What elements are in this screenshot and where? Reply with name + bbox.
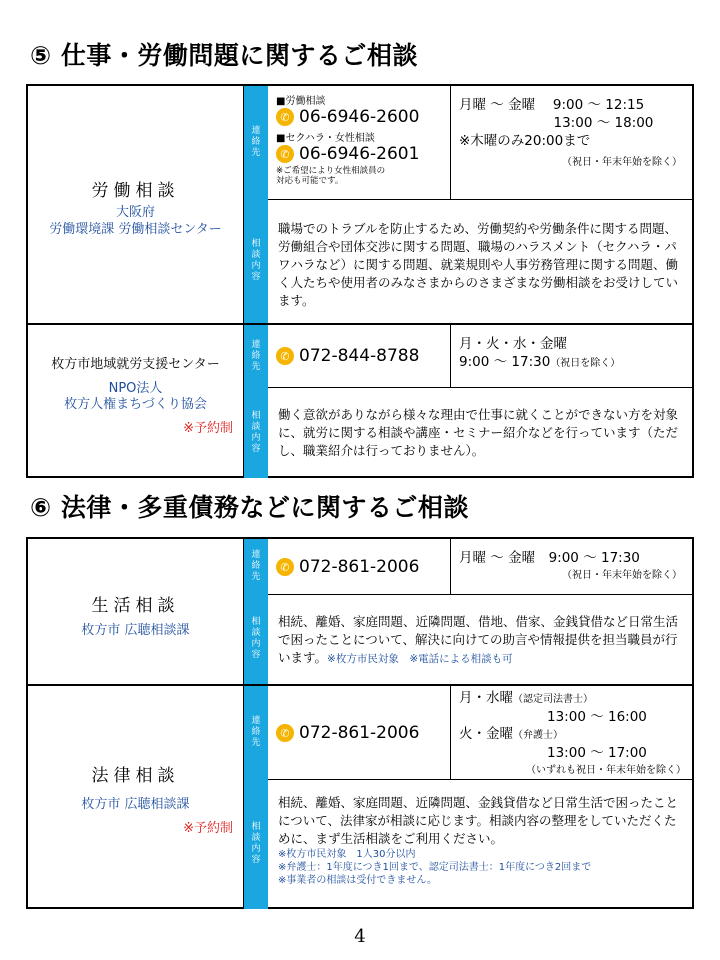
phone-cell [268, 86, 450, 199]
description-note: ※事業者の相談は受付できません。 [278, 875, 437, 886]
contact-tab: 連絡先 [244, 539, 268, 594]
consultation-name: 労働相談 [91, 181, 180, 201]
description: 働く意欲がありながら様々な理由で仕事に就くことができない方を対象に、就労に関する相談や講座・セミナー紹介などを行っています（ただし、職業紹介は行っておりません）。 [268, 387, 692, 478]
content-tab: 相談内容 [244, 594, 268, 684]
hours-cell [450, 539, 692, 594]
hours-day: 火・金曜 [459, 726, 513, 742]
phone-icon: ✆ [276, 724, 294, 742]
left-cell [28, 539, 244, 684]
description-note: ※枚方市民対象 1人30分以内 [278, 849, 416, 860]
phone-number[interactable]: ✆ 072-861-2006 [276, 557, 450, 577]
description-cell [268, 594, 692, 684]
section5-title: ⑤ 仕事・労働問題に関するご相談 [30, 41, 418, 70]
hours-day-note: （認定司法書士） [513, 694, 593, 705]
hours-cell [450, 86, 692, 199]
row-life-consultation [28, 539, 692, 684]
hours-time: 13:00 ～ 16:00 [547, 708, 647, 725]
hours-note: （祝日を除く） [550, 358, 621, 369]
left-cell [28, 86, 244, 323]
content-tab: 相談内容 [244, 779, 268, 909]
hours-note: （祝日・年末年始を除く） [562, 570, 682, 581]
hours-note: （祝日・年末年始を除く） [562, 157, 682, 168]
organization: NPO法人 枚方人権まちづくり協会 [64, 381, 207, 412]
row-employment-support [28, 323, 692, 478]
hours-cell [450, 686, 692, 779]
description: 相続、離婚、家庭問題、近隣問題、金銭貸借など日常生活で困ったことについて、法律家が相談に応じます。相談内容の整理をしていただくために、まず生活相談をご利用ください。 [278, 795, 679, 846]
phone-label: ■セクハラ・女性相談 [276, 133, 375, 144]
consultation-name: 生活相談 [91, 596, 180, 616]
description-note: ※枚方市民対象 ※電話による相談も可 [327, 653, 513, 665]
phone-icon: ✆ [276, 145, 294, 163]
hours: 月曜 ～ 金曜 9:00 ～ 17:30 [459, 550, 640, 566]
organization: 枚方市 広聴相談課 [81, 797, 190, 812]
hours-time: 9:00 ～ 17:30 [459, 354, 551, 370]
content-tab: 相談内容 [244, 199, 268, 323]
hours: 月曜 ～ 金曜 9:00 ～ 12:15 13:00 ～ 18:00 ※木曜のみ20:00まで [459, 97, 654, 149]
phone-note: ※ご希望により女性相談員の 対応も可能です。 [276, 166, 386, 186]
phone-number[interactable]: ✆ 06-6946-2600 [276, 107, 450, 127]
content-tab: 相談内容 [244, 387, 268, 478]
phone-icon: ✆ [276, 558, 294, 576]
description: 職場でのトラブルを防止するため、労働契約や労働条件に関する問題、労働組合や団体交渉に関する問題、職場のハラスメント（セクハラ・パワハラなど）に関する問題、就業規則や人事労務管理に関する問題、働く人たちや使用者のみなさまからのさまざまな労働相談をお受けしています。 [268, 199, 692, 323]
description-note: ※弁護士：1年度につき1回まで、認定司法書士：1年度につき2回まで [278, 862, 592, 873]
description-cell [268, 779, 692, 909]
phone-cell [268, 539, 450, 594]
phone-number[interactable]: ✆ 072-844-8788 [276, 346, 450, 366]
phone-icon: ✆ [276, 347, 294, 365]
phone-icon: ✆ [276, 108, 294, 126]
hours: 月・火・水・金曜 [459, 336, 567, 352]
contact-tab: 連絡先 [244, 686, 268, 779]
phone-label: ■労働相談 [276, 96, 326, 107]
consultation-name: 枚方市地域就労支援センター [51, 357, 220, 372]
left-cell [28, 686, 244, 909]
section5-table [26, 84, 694, 478]
hours-time: 13:00 ～ 17:00 [547, 744, 647, 761]
section6-title: ⑥ 法律・多重債務などに関するご相談 [30, 493, 469, 522]
left-cell [28, 325, 244, 478]
reservation-note: ※予約制 [183, 421, 233, 436]
phone-number[interactable]: ✆ 06-6946-2601 [276, 144, 450, 164]
row-legal-consultation [28, 684, 692, 909]
organization: 枚方市 広聴相談課 [81, 623, 190, 638]
hours-day-note: （弁護士） [513, 730, 563, 741]
page-number: 4 [354, 926, 366, 947]
consultation-name: 法律相談 [91, 766, 180, 786]
phone-number[interactable]: ✆ 072-861-2006 [276, 723, 450, 743]
hours-cell [450, 325, 692, 387]
reservation-note: ※予約制 [183, 821, 233, 836]
description: 相続、離婚、家庭問題、近隣問題、借地、借家、金銭貸借など日常生活で困ったことについて、解決に向けての助言や情報提供を担当職員が行います。 [278, 614, 679, 665]
hours-day: 月・水曜 [459, 690, 513, 706]
section6-table [26, 537, 694, 909]
row-labor-consultation [28, 86, 692, 323]
contact-tab: 連絡先 [244, 325, 268, 387]
hours-note: （いずれも祝日・年末年始を除く） [526, 765, 686, 776]
contact-tab: 連絡先 [244, 86, 268, 199]
phone-cell [268, 325, 450, 387]
phone-cell [268, 686, 450, 779]
organization: 大阪府 労働環境課 労働相談センター [49, 205, 222, 237]
